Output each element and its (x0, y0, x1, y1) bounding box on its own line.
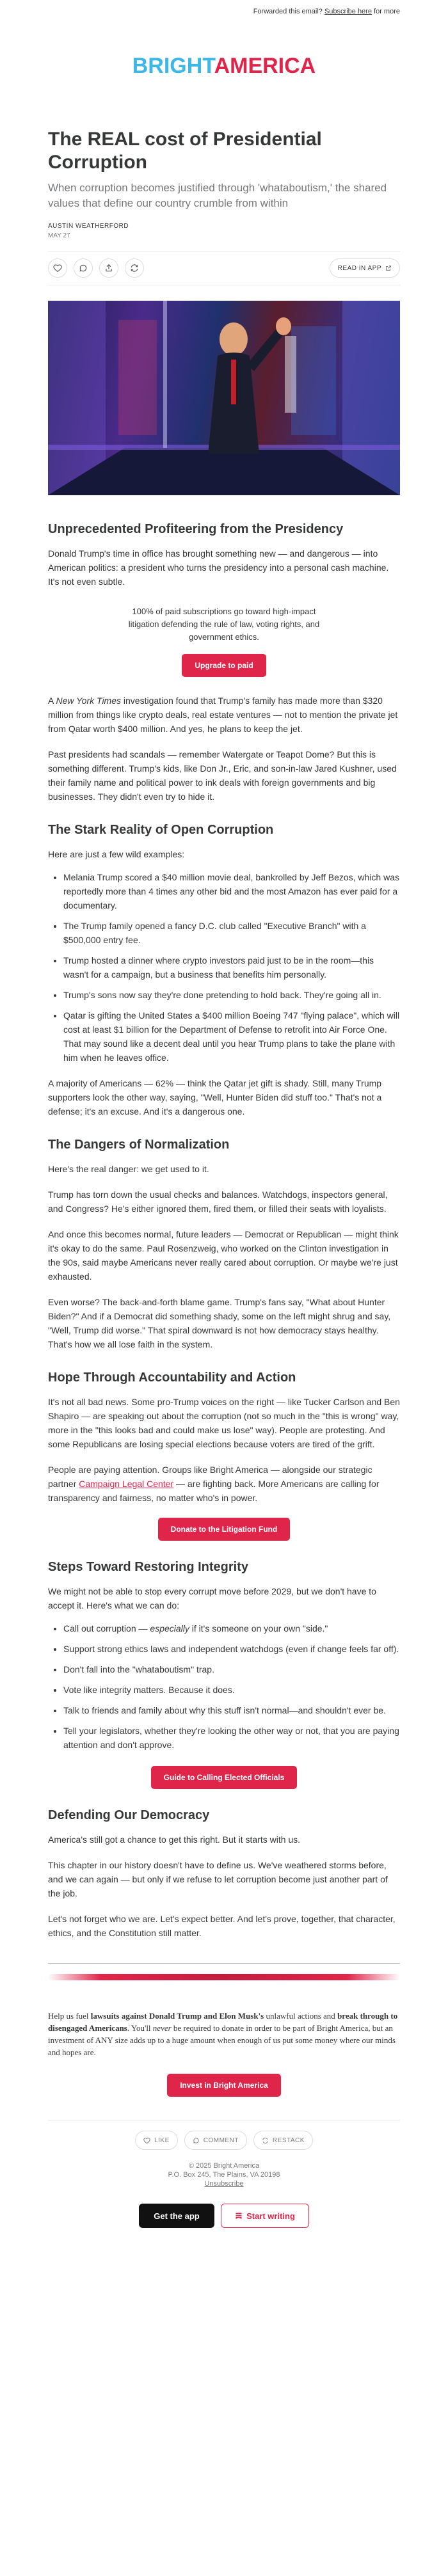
subscribe-cta (48, 605, 400, 677)
comment-icon (193, 2137, 200, 2144)
author-name[interactable]: AUSTIN WEATHERFORD (48, 223, 129, 230)
logo-left: BRIGHT (132, 54, 214, 78)
logo-right: AMERICA (214, 54, 316, 78)
paragraph: Here's the real danger: we get used to it. (48, 1164, 209, 1174)
footer-comment-button[interactable] (184, 2131, 247, 2150)
heart-icon (53, 264, 62, 273)
paragraph: Even worse? The back-and-forth blame game. Trump's fans say, "What about Hunter Biden?" And if a Democrat did something shady, some on the left might shrug and say, "Well, Trump did worse." That spiral downward is not how democracy stays healthy. That's how we all lose faith in the system. (48, 1297, 391, 1349)
list-item: • Call out corruption — especially if it's someone on your own "side." (63, 1621, 400, 1635)
post-date: MAY 27 (48, 232, 70, 239)
list-item: • Trump hosted a dinner where crypto investors paid just to be in the room—this wasn't for a campaign, but a business that benefits him personally. (63, 953, 400, 982)
footer-actions (48, 2131, 400, 2150)
list-item: • Vote like integrity matters. Because it does. (63, 1683, 400, 1697)
appeal-paragraph: Help us fuel lawsuits against Donald Trump and Elon Musk's unlawful actions and break through to disengaged Americans. You'll never be required to donate in order to be part of Bright America, but an investment of ANY size adds up to a huge amount when enough of us put some money where our minds and hopes are. (48, 2011, 398, 2057)
section-heading: Defending Our Democracy (48, 1808, 210, 1822)
donation-appeal (48, 2010, 400, 2058)
steps-list (48, 1621, 400, 1752)
external-link-icon (385, 265, 392, 271)
comment-label: COMMENT (203, 2136, 239, 2144)
read-in-app-label: READ IN APP (337, 264, 381, 272)
footer-like-button[interactable] (135, 2131, 178, 2150)
email-container (48, 0, 400, 2228)
forward-suffix: for more (374, 8, 400, 15)
post-subtitle: When corruption becomes justified through 'whataboutism,' the shared values that define our country crumble from within (48, 182, 387, 209)
list-item: • Tell your legislators, whether they're looking the other way or not, that you are paying attention and don't approve. (63, 1724, 400, 1752)
share-button[interactable] (99, 258, 118, 278)
like-label: LIKE (154, 2136, 170, 2144)
guide-calling-officials-button[interactable]: Guide to Calling Elected Officials (151, 1766, 298, 1789)
address: P.O. Box 245, The Plains, VA 20198 (168, 2171, 280, 2179)
paragraph: Let's not forget who we are. Let's expect better. And let's prove, together, that character, ethics, and the Constitution still matter. (48, 1914, 396, 1938)
list-item: • Don't fall into the "whataboutism" trap. (63, 1662, 400, 1676)
read-in-app-button[interactable] (330, 258, 400, 278)
subscribe-link[interactable]: Subscribe here (324, 8, 372, 15)
section-heading: The Dangers of Normalization (48, 1138, 230, 1152)
list-item: • Melania Trump scored a $40 million movie deal, bankrolled by Jeff Bezos, which was reportedly more than 4 times any other bid and the most Amazon has ever paid for a documentary. (63, 870, 400, 912)
start-writing-label: Start writing (246, 2211, 295, 2221)
section-heading: The Stark Reality of Open Corruption (48, 823, 274, 837)
post-action-bar (48, 251, 400, 285)
list-item: • Talk to friends and family about why this stuff isn't normal—and shouldn't ever be. (63, 1703, 400, 1717)
paragraph: We might not be able to stop every corrupt move before 2029, but we don't have to accept it. Here's what we can do: (48, 1586, 376, 1610)
list-item: • Trump's sons now say they're done pretending to hold back. They're going all in. (63, 988, 400, 1002)
brush-stroke-divider (48, 1974, 400, 1980)
list-item: • Qatar is gifting the United States a $400 million Boeing 747 "flying palace", which will cost at least $1 billion for the Department of Defense to retrofit into Air Force One. That may sound like a decent deal until you hear Trump plans to take the plane with him when he leaves office. (63, 1008, 400, 1065)
list-item: • Support strong ethics laws and independent watchdogs (even if change feels far off). (63, 1642, 400, 1656)
comment-button[interactable] (74, 258, 93, 278)
forward-text: Forwarded this email? (253, 8, 323, 15)
paragraph: And once this becomes normal, future leaders — Democrat or Republican — might think it's okay to do the same. Paul Rosenzweig, who worked on the Clinton investigation in the 90s, said maybe Americans never really cared about corruption. Or maybe we're just exhausted. (48, 1229, 399, 1282)
donate-cta (48, 1518, 400, 1541)
get-the-app-button[interactable]: Get the app (139, 2204, 214, 2228)
paragraph: Here are just a few wild examples: (48, 849, 185, 859)
paragraph: Donald Trump's time in office has brought something new — and dangerous — into American politics: a president who turns the presidency into a personal cash machine. It's not even subtle. (48, 548, 389, 587)
footer-restack-button[interactable] (253, 2131, 313, 2150)
paragraph: A majority of Americans — 62% — think the Qatar jet gift is shady. Still, many Trump supporters look the other way, saying, "Well, Hunter Biden did stuff too." That's not a defense; it's an excuse. And it's a dangerous one. (48, 1078, 382, 1117)
share-icon (104, 264, 113, 273)
section-heading: Unprecedented Profiteering from the Presidency (48, 522, 344, 536)
substack-icon (235, 2212, 243, 2220)
forward-bar (48, 0, 400, 22)
section-heading: Steps Toward Restoring Integrity (48, 1560, 248, 1574)
copyright: © 2025 Bright America (188, 2162, 260, 2170)
paragraph: It's not all bad news. Some pro-Trump voices on the right — like Tucker Carlson and Ben Shapiro — are speaking out about the corruption (not so much in the "this is wrong" way, more in the "this looks bad and could make us lose" way). People are protesting. And some Republicans are losing special elections because voters are tired of the grift. (48, 1397, 400, 1449)
like-button[interactable] (48, 258, 67, 278)
footer-app-buttons (48, 2204, 400, 2228)
guide-cta (48, 1766, 400, 1789)
post-title: The REAL cost of Presidential Corruption (48, 129, 322, 173)
invest-cta (48, 2074, 400, 2097)
restack-icon (262, 2137, 269, 2144)
paragraph: Past presidents had scandals — remember Watergate or Teapot Dome? But this is something different. Trump's kids, like Don Jr., Eric, and son-in-law Jared Kushner, used their family name and political power to ink deals with foreign governments and big businesses. They didn't even try to hide it. (48, 749, 397, 802)
examples-list (48, 870, 400, 1065)
list-item: • The Trump family opened a fancy D.C. club called "Executive Branch" with a $500,000 entry fee. (63, 919, 400, 947)
heart-icon (143, 2137, 150, 2144)
paragraph: People are paying attention. Groups like Bright America — alongside our strategic partner Campaign Legal Center — are fighting back. More Americans are calling for transparency and fairness, no matter who's in power. (48, 1465, 380, 1503)
paragraph: This chapter in our history doesn't have to define us. We've weathered storms before, and we can again — but only if we refuse to let corruption become just another part of the job. (48, 1860, 388, 1898)
donate-litigation-fund-button[interactable]: Donate to the Litigation Fund (158, 1518, 291, 1541)
section-heading: Hope Through Accountability and Action (48, 1371, 296, 1385)
unsubscribe-link[interactable]: Unsubscribe (204, 2180, 244, 2188)
restack-button[interactable] (125, 258, 144, 278)
paragraph: A New York Times investigation found that Trump's family has made more than $320 million from things like crypto deals, real estate ventures — not to mention the private jet from Qatar worth $400 million. And yes, he plans to keep the jet. (48, 696, 398, 734)
upgrade-to-paid-button[interactable]: Upgrade to paid (182, 654, 266, 677)
campaign-legal-center-link[interactable]: Campaign Legal Center (79, 1479, 174, 1489)
restack-label: RESTACK (272, 2136, 305, 2144)
paragraph: Trump has torn down the usual checks and balances. Watchdogs, inspectors general, and Congress? He's either ignored them, fired them, or filled their seats with loyalists. (48, 1189, 388, 1214)
brand-logo[interactable] (48, 50, 400, 88)
cta-text: 100% of paid subscriptions go toward high-impact litigation defending the rule of law, voting rights, and government ethics. (128, 607, 320, 642)
restack-icon (130, 264, 139, 273)
publication-name: New York Times (56, 696, 122, 706)
invest-button[interactable]: Invest in Bright America (167, 2074, 281, 2097)
hero-image[interactable] (48, 301, 400, 495)
footer-meta (48, 2161, 400, 2188)
svg-text:BRIGHTAMERICA (132, 54, 316, 78)
start-writing-button[interactable] (221, 2204, 309, 2228)
comment-icon (79, 264, 88, 273)
paragraph: America's still got a chance to get this right. But it starts with us. (48, 1834, 301, 1845)
